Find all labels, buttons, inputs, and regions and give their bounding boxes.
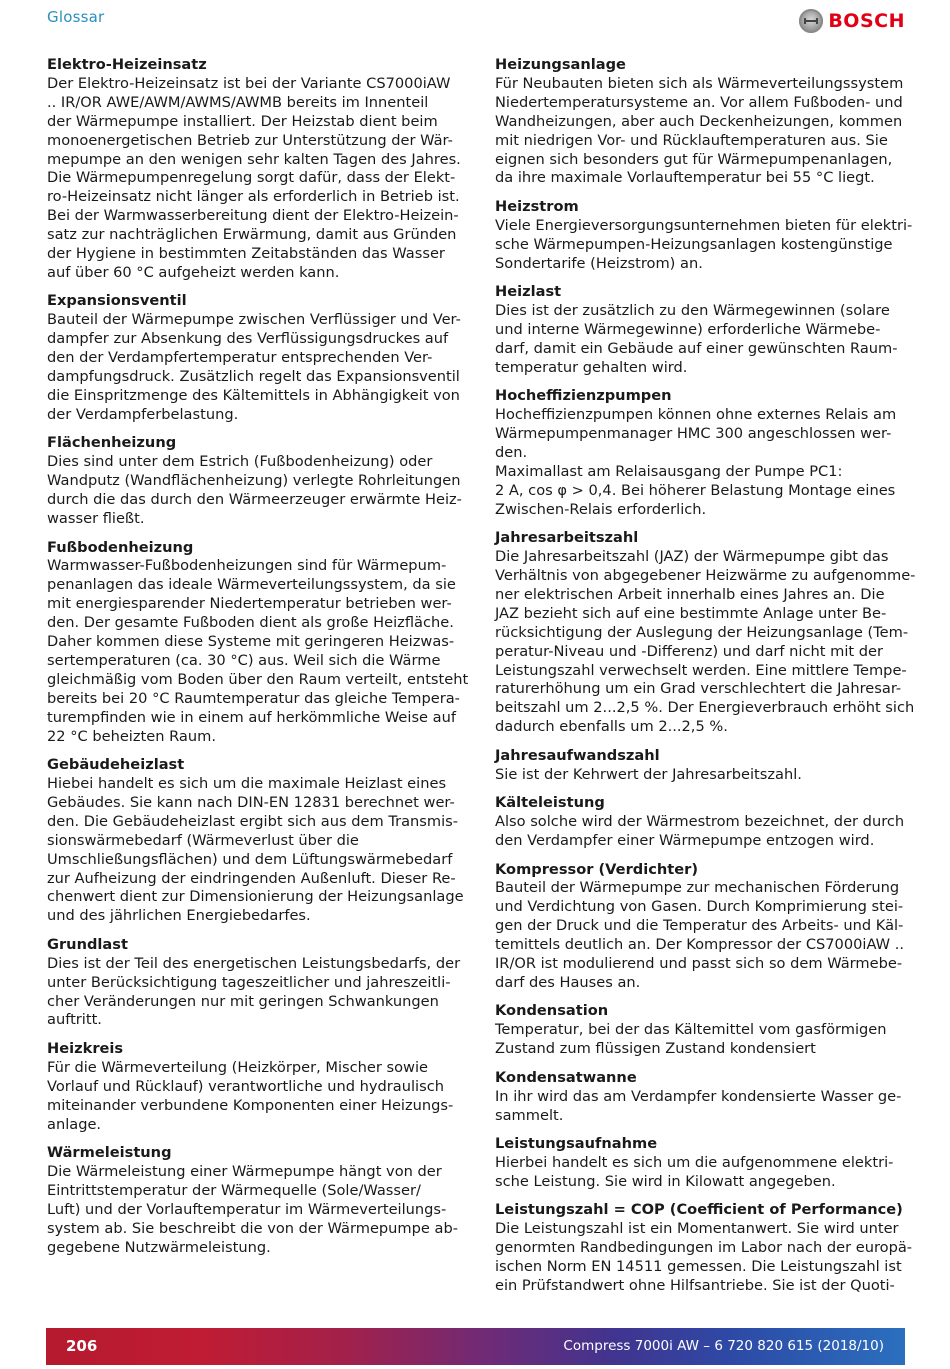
definition-line: genormten Randbedingungen im Labor nach der europä- [495,1239,913,1257]
definition-line: beitszahl um 2...2,5 %. Der Energieverbrauch erhöht sich [495,699,915,717]
definition-line: peratur-Niveau und -Differenz) und darf nicht mit der [495,642,883,660]
glossary-term: Heizungsanlage [495,56,626,73]
definition-line: und Verdichtung von Gasen. Durch Komprimierung stei- [495,898,904,916]
definition-line: chenwert dient zur Dimensionierung der Heizungsanlage [47,888,464,906]
definition-line: IR/OR ist modulierend und passt sich so dem Wärmebe- [495,955,903,973]
glossary-definition [495,879,907,992]
glossary-term: Leistungsaufnahme [495,1135,658,1153]
glossary-entry [495,529,916,737]
definition-line: Niedertemperatursysteme an. Vor allem Fußboden- und [495,93,903,111]
glossary-term: Gebäudeheizlast [47,756,185,774]
definition-line: Viele Energieversorgungsunternehmen bieten für elektri- [495,216,913,234]
definition-line: dampfer zur Absenkung des Verflüssigungsdruckes auf [47,330,449,348]
definition-line: den. [495,444,528,461]
glossary-term: Wärmeleistung [47,1144,172,1162]
definition-line: auftritt. [47,1011,102,1029]
glossary-term: Heizstrom [495,197,579,215]
glossary-entry [47,56,465,283]
glossary-column-right [495,56,916,1306]
definition-line: darf, damit ein Gebäude auf einer gewünschten Raum- [495,339,898,357]
definition-line: ner elektrischen Arbeit innerhalb eines Jahres an. Die [495,585,885,603]
glossary-definition [495,766,907,785]
glossary-term: Elektro-Heizeinsatz [47,56,207,73]
glossary-entry [47,538,469,747]
definition-line: Bei der Warmwasserbereitung dient der Elektro-Heizein- [47,207,459,225]
definition-line: Zustand zum flüssigen Zustand kondensiert [495,1040,816,1058]
glossary-term: Kondensation [495,1002,609,1020]
glossary-definition [495,548,916,737]
glossary-entry [495,283,907,378]
definition-line: bereits bei 20 °C Raumtemperatur das gleiche Tempera- [47,689,460,707]
definition-line: system ab. Sie beschreibt die von der Wärmepumpe ab- [47,1219,459,1237]
glossary-term: Leistungszahl = COP (Coefficient of Performance) [495,1201,903,1219]
definition-line: sche Leistung. Sie wird in Kilowatt angegeben. [495,1172,836,1190]
glossary-column-left [47,56,469,1267]
definition-line: mit energiesparender Niedertemperatur betrieben wer- [47,595,452,613]
definition-line: anlage. [47,1115,102,1133]
section-title: Glossar [47,8,105,26]
glossary-entry [47,1144,465,1257]
glossary-entry [495,56,907,188]
definition-line: turempfinden wie in einem auf herkömmliche Weise auf [47,708,456,726]
definition-line: Zwischen-Relais erforderlich. [495,500,707,518]
definition-line: Daher kommen diese Systeme mit geringeren Heizwas- [47,633,455,651]
glossary-entry [47,292,465,424]
definition-line: ischen Norm EN 14511 gemessen. Die Leistungszahl ist [495,1258,902,1276]
definition-line: Hocheffizienzpumpen können ohne externes Relais am [495,406,897,424]
definition-line: Dies ist der zusätzlich zu den Wärmegewinnen (solare [495,302,890,320]
definition-line: Gebäudes. Sie kann nach DIN-EN 12831 berechnet wer- [47,793,455,811]
glossary-entry [495,747,907,785]
glossary-definition [495,216,913,274]
definition-line: Hierbei handelt es sich um die aufgenommene elektri- [495,1153,894,1171]
glossary-term: Kälteleistung [495,794,605,812]
glossary-term: Heizkreis [47,1039,124,1057]
definition-line: Hiebei handelt es sich um die maximale Heizlast eines [47,775,447,792]
definition-line: Die Leistungszahl ist ein Momentanwert. Sie wird unter [495,1220,899,1238]
definition-line: Eintrittstemperatur der Wärmequelle (Sole/Wasser/ [47,1181,421,1199]
glossary-definition [47,311,465,424]
glossary-term: Kondensatwanne [495,1068,637,1086]
definition-line: cher Veränderungen nur mit geringen Schwankungen [47,992,439,1010]
definition-line: dadurch ebenfalls um 2...2,5 %. [495,718,728,736]
definition-line: sertemperaturen (ca. 30 °C) aus. Weil sich die Wärme [47,651,441,669]
footer-bar [46,1328,905,1365]
definition-line: Verhältnis von abgegebener Heizwärme zu aufgenomme- [495,567,916,585]
glossary-definition [47,453,465,529]
definition-line: den Verdampfer einer Wärmepumpe entzogen wird. [495,832,875,849]
definition-line: Leistungszahl verwechselt werden. Eine mittlere Tempe- [495,661,907,679]
page-number: 206 [66,1337,98,1355]
definition-line: mepumpe an den wenigen sehr kalten Tagen des Jahres. [47,150,461,168]
definition-line: den. Der gesamte Fußboden dient als große Heizfläche. [47,614,454,632]
definition-line: Sondertarife (Heizstrom) an. [495,254,703,272]
definition-line: Wärmepumpenmanager HMC 300 angeschlossen wer- [495,425,892,443]
definition-line: Warmwasser-Fußbodenheizungen sind für Wärmepum- [47,557,447,575]
definition-line: ro-Heizeinsatz nicht länger als erforderlich in Betrieb ist. [47,188,460,206]
definition-line: wasser fließt. [47,510,145,528]
definition-line: und des jährlichen Energiebedarfes. [47,907,311,925]
definition-line: Bauteil der Wärmepumpe zur mechanischen Förderung [495,879,900,897]
definition-line: Für Neubauten bieten sich als Wärmeverteilungssystem [495,74,904,92]
definition-line: dampfungsdruck. Zusätzlich regelt das Expansionsventil [47,368,460,386]
definition-line: Die Jahresarbeitszahl (JAZ) der Wärmepumpe gibt das [495,548,889,566]
definition-line: den der Verdampfertemperatur entsprechenden Ver- [47,349,433,367]
definition-line: penanlagen das ideale Wärmeverteilungssystem, da sie [47,576,456,594]
glossary-entry [495,1002,907,1059]
definition-line: gegebene Nutzwärmeleistung. [47,1238,271,1256]
definition-line: sche Wärmepumpen-Heizungsanlagen kostengünstige [495,235,893,253]
definition-line: der Wärmepumpe installiert. Der Heizstab dient beim [47,112,438,130]
glossary-definition [47,75,465,283]
definition-line: Maximallast am Relaisausgang der Pumpe PC1: [495,462,843,480]
glossary-definition [47,955,465,1031]
definition-line: auf über 60 °C aufgeheizt werden kann. [47,263,340,281]
document-reference: Compress 7000i AW – 6 720 820 615 (2018/10) [563,1338,884,1354]
definition-line: .. IR/OR AWE/AWM/AWMS/AWMB bereits im Innenteil [47,93,429,111]
definition-line: durch die das durch den Wärmeerzeuger erwärmte Heiz- [47,491,462,509]
glossary-definition [47,1163,465,1258]
definition-line: den. Die Gebäudeheizlast ergibt sich aus dem Transmis- [47,812,459,830]
definition-line: gen der Druck und die Temperatur des Arbeits- und Käl- [495,917,904,935]
definition-line: Dies ist der Teil des energetischen Leistungsbedarfs, der [47,954,461,972]
definition-line: Die Wärmeleistung einer Wärmepumpe hängt von der [47,1163,442,1180]
glossary-definition [495,75,907,188]
definition-line: unter Berücksichtigung tageszeitlicher und jahreszeitli- [47,973,451,991]
definition-line: raturerhöhung um ein Grad verschlechtert die Jahresar- [495,680,902,698]
glossary-entry [495,794,907,851]
glossary-definition [495,1021,907,1059]
definition-line: darf des Hauses an. [495,973,641,991]
definition-line: 2 A, cos φ > 0,4. Bei höherer Belastung Montage eines [495,481,896,499]
glossary-definition [47,557,469,746]
definition-line: Umschließungsflächen) und dem Lüftungswärmebedarf [47,850,453,868]
definition-line: die Einspritzmenge des Kältemittels in Abhängigkeit von [47,387,460,404]
definition-line: Luft) und der Vorlauftemperatur im Wärmeverteilungs- [47,1200,447,1218]
definition-line: Der Elektro-Heizeinsatz ist bei der Variante CS7000iAW [47,74,451,92]
glossary-term: Hocheffizienzpumpen [495,387,672,405]
definition-line: Die Wärmepumpenregelung sorgt dafür, dass der Elekt- [47,169,456,187]
definition-line: eignen sich besonders gut für Wärmepumpenanlagen, [495,150,893,168]
glossary-entry [495,1201,913,1296]
glossary-term: Jahresaufwandszahl [495,746,660,764]
definition-line: temperatur gehalten wird. [495,358,688,376]
definition-line: Sie ist der Kehrwert der Jahresarbeitszahl. [495,765,802,783]
definition-line: miteinander verbundene Komponenten einer Heizungs- [47,1096,454,1114]
glossary-entry [47,1040,465,1135]
glossary-definition [47,1059,465,1135]
glossary-entry [47,434,465,529]
glossary-term: Fußbodenheizung [47,538,194,556]
glossary-entry [495,1135,907,1192]
definition-line: und interne Wärmegewinne) erforderliche Wärmebe- [495,320,881,338]
glossary-entry [495,387,907,519]
definition-line: Temperatur, bei der das Kältemittel vom gasförmigen [495,1021,887,1039]
glossary-term: Grundlast [47,935,128,953]
glossary-entry [495,861,907,993]
definition-line: Vorlauf und Rücklauf) verantwortliche und hydraulisch [47,1077,444,1095]
glossary-entry [47,936,465,1031]
glossary-term: Heizlast [495,283,562,301]
definition-line: der Hygiene in bestimmten Zeitabständen das Wasser [47,245,445,263]
definition-line: sammelt. [495,1106,564,1124]
definition-line: Für die Wärmeverteilung (Heizkörper, Mischer sowie [47,1058,429,1076]
glossary-definition [47,775,465,926]
glossary-definition [495,813,907,851]
definition-line: mit niedrigen Vor- und Rücklauftemperaturen aus. Sie [495,131,888,149]
definition-line: satz zur nachträglichen Erwärmung, damit aus Gründen [47,226,457,244]
definition-line: In ihr wird das am Verdampfer kondensierte Wasser ge- [495,1087,902,1105]
glossary-definition [495,302,907,378]
definition-line: monoenergetischen Betrieb zur Unterstützung der Wär- [47,131,453,149]
definition-line: Also solche wird der Wärmestrom bezeichnet, der durch [495,813,905,831]
definition-line: ein Prüfstandwert ohne Hilfsantriebe. Sie ist der Quoti- [495,1277,895,1294]
bosch-armature-icon [799,9,823,33]
definition-line: Wandheizungen, aber auch Deckenheizungen, kommen [495,112,903,130]
definition-line: 22 °C beheizten Raum. [47,727,216,745]
definition-line: da ihre maximale Vorlauftemperatur bei 55 °C liegt. [495,169,875,187]
definition-line: Bauteil der Wärmepumpe zwischen Verflüssiger und Ver- [47,311,461,329]
definition-line: JAZ bezieht sich auf eine bestimmte Anlage unter Be- [495,604,887,622]
glossary-term: Kompressor (Verdichter) [495,860,698,878]
definition-line: temittels deutlich an. Der Kompressor der CS7000iAW .. [495,936,904,954]
glossary-definition [495,1154,907,1192]
definition-line: sionswärmebedarf (Wärmeverlust über die [47,831,359,849]
glossary-term: Expansionsventil [47,292,187,310]
definition-line: zur Aufheizung der eindringenden Außenluft. Dieser Re- [47,869,456,887]
glossary-definition [495,406,907,519]
glossary-entry [495,1069,907,1126]
glossary-definition [495,1088,907,1126]
brand-name: BOSCH [828,10,905,32]
glossary-term: Flächenheizung [47,434,177,452]
definition-line: Wandputz (Wandflächenheizung) verlegte Rohrleitungen [47,472,461,490]
brand-logo [799,6,905,36]
definition-line: Dies sind unter dem Estrich (Fußbodenheizung) oder [47,453,433,471]
definition-line: rücksichtigung der Auslegung der Heizungsanlage (Tem- [495,623,909,641]
glossary-entry [47,756,465,926]
glossary-term: Jahresarbeitszahl [495,529,639,547]
glossary-entry [495,197,913,274]
glossary-definition [495,1220,913,1296]
definition-line: der Verdampferbelastung. [47,405,239,423]
definition-line: gleichmäßig vom Boden über den Raum verteilt, entsteht [47,670,469,688]
